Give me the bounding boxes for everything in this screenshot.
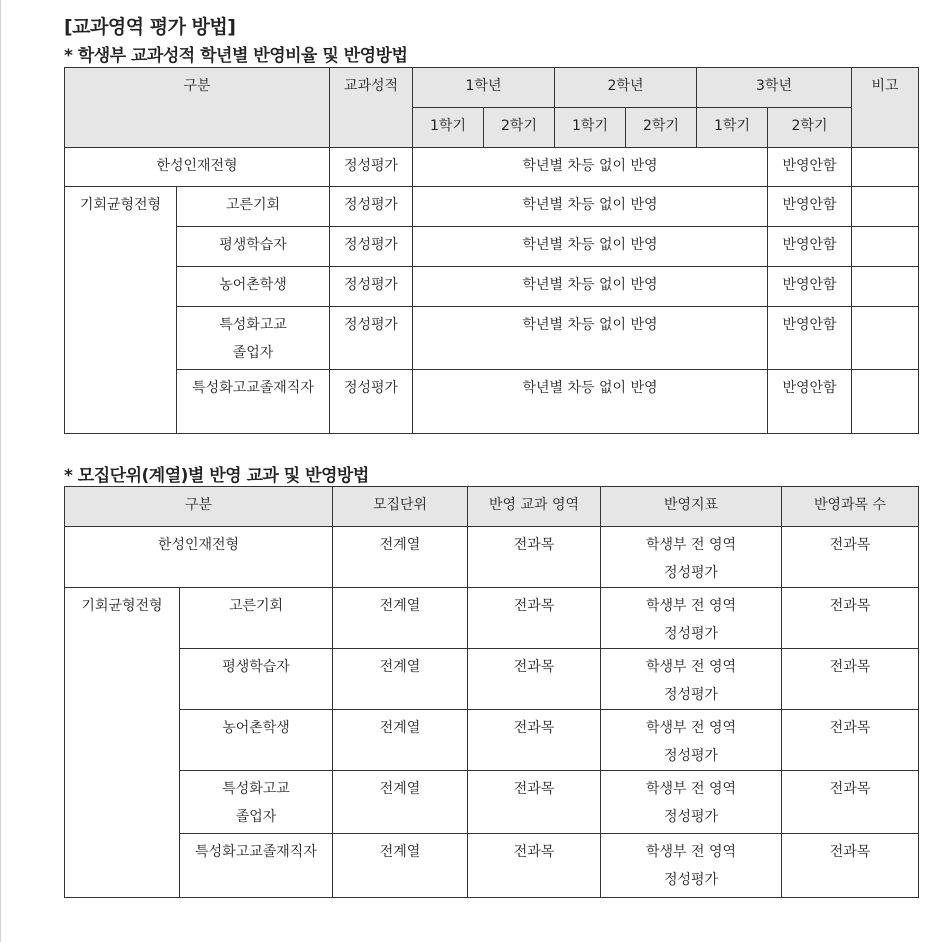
- reflection-index: [601, 834, 782, 898]
- reflection-index: [601, 527, 782, 588]
- admission-subtype: [177, 307, 330, 370]
- recruit-unit: 전계열: [333, 834, 468, 898]
- admission-subtype: 농어촌학생: [177, 267, 330, 307]
- subject-area: 전과목: [468, 771, 601, 834]
- subtype-line1: 특성화고교: [222, 781, 290, 797]
- admission-subtype: 평생학습자: [177, 227, 330, 267]
- reflection-index: [601, 710, 782, 771]
- header-semester: 1학기: [697, 108, 768, 148]
- recruit-unit: 전계열: [333, 527, 468, 588]
- header-unit: 모집단위: [333, 487, 468, 527]
- subject-area: 전과목: [468, 588, 601, 649]
- admission-type: 한성인재전형: [65, 527, 333, 588]
- note-cell: [852, 267, 919, 307]
- index-line1: 학생부 전 영역: [645, 844, 737, 860]
- admission-type: 기회균형전형: [65, 588, 180, 898]
- year3-sem2-status: 반영안함: [768, 187, 852, 227]
- reflection-method: 학년별 차등 없이 반영: [413, 227, 768, 267]
- admission-subtype: 고른기회: [177, 187, 330, 227]
- index-line1: 학생부 전 영역: [645, 720, 737, 736]
- reflection-method: 학년별 차등 없이 반영: [413, 370, 768, 434]
- year3-sem2-status: 반영안함: [768, 267, 852, 307]
- table1-title: * 학생부 교과성적 학년별 반영비율 및 반영방법: [64, 46, 408, 66]
- table-row: [65, 370, 919, 434]
- header-semester: 1학기: [555, 108, 626, 148]
- recruit-unit: 전계열: [333, 771, 468, 834]
- table-row: [65, 307, 919, 370]
- subtype-line2: 졸업자: [232, 345, 274, 361]
- reflection-index: [601, 771, 782, 834]
- note-cell: [852, 307, 919, 370]
- index-line2: 정성평가: [663, 565, 719, 581]
- subject-count: 전과목: [782, 527, 919, 588]
- header-semester: 2학기: [484, 108, 555, 148]
- grade-reflection-table: [64, 67, 919, 434]
- reflection-method: 학년별 차등 없이 반영: [413, 187, 768, 227]
- table-row: [65, 649, 919, 710]
- admission-subtype: 농어촌학생: [180, 710, 333, 771]
- header-count: 반영과목 수: [782, 487, 919, 527]
- subject-area: 전과목: [468, 527, 601, 588]
- index-line2: 정성평가: [663, 626, 719, 642]
- admission-subtype: 특성화고교졸재직자: [177, 370, 330, 434]
- table-row: [65, 187, 919, 227]
- reflection-method: 학년별 차등 없이 반영: [413, 148, 768, 187]
- eval-method: 정성평가: [330, 187, 413, 227]
- header-semester: 2학기: [768, 108, 852, 148]
- index-line1: 학생부 전 영역: [645, 598, 737, 614]
- table-row: [65, 588, 919, 649]
- reflection-index: [601, 649, 782, 710]
- year3-sem2-status: 반영안함: [768, 148, 852, 187]
- header-index: 반영지표: [601, 487, 782, 527]
- subject-count: 전과목: [782, 649, 919, 710]
- header-category: 구분: [65, 487, 333, 527]
- year3-sem2-status: 반영안함: [768, 227, 852, 267]
- note-cell: [852, 370, 919, 434]
- header-year2: 2학년: [555, 68, 697, 108]
- year3-sem2-status: 반영안함: [768, 307, 852, 370]
- table-row: [65, 710, 919, 771]
- admission-subtype: [180, 771, 333, 834]
- header-year1: 1학년: [413, 68, 555, 108]
- eval-method: 정성평가: [330, 370, 413, 434]
- left-edge-divider: [0, 0, 1, 942]
- recruit-unit: 전계열: [333, 588, 468, 649]
- table-row: [65, 527, 919, 588]
- subject-area: 전과목: [468, 834, 601, 898]
- index-line1: 학생부 전 영역: [645, 659, 737, 675]
- header-area: 반영 교과 영역: [468, 487, 601, 527]
- recruit-unit: 전계열: [333, 649, 468, 710]
- header-semester: 1학기: [413, 108, 484, 148]
- page-title: [교과영역 평가 방법]: [64, 16, 236, 38]
- admission-subtype: 특성화고교졸재직자: [180, 834, 333, 898]
- admission-type: 기회균형전형: [65, 187, 177, 434]
- eval-method: 정성평가: [330, 148, 413, 187]
- eval-method: 정성평가: [330, 267, 413, 307]
- header-year3: 3학년: [697, 68, 852, 108]
- recruit-unit: 전계열: [333, 710, 468, 771]
- index-line2: 정성평가: [663, 687, 719, 703]
- reflection-method: 학년별 차등 없이 반영: [413, 307, 768, 370]
- subject-reflection-table: [64, 486, 919, 898]
- eval-method: 정성평가: [330, 307, 413, 370]
- note-cell: [852, 187, 919, 227]
- index-line1: 학생부 전 영역: [645, 537, 737, 553]
- index-line2: 정성평가: [663, 748, 719, 764]
- admission-type: 한성인재전형: [65, 148, 330, 187]
- note-cell: [852, 148, 919, 187]
- index-line1: 학생부 전 영역: [645, 781, 737, 797]
- subject-area: 전과목: [468, 649, 601, 710]
- reflection-index: [601, 588, 782, 649]
- reflection-method: 학년별 차등 없이 반영: [413, 267, 768, 307]
- table-row: [65, 771, 919, 834]
- table2-title: * 모집단위(계열)별 반영 교과 및 반영방법: [64, 466, 369, 486]
- note-cell: [852, 227, 919, 267]
- subtype-line1: 특성화고교: [219, 317, 287, 333]
- index-line2: 정성평가: [663, 809, 719, 825]
- subject-count: 전과목: [782, 834, 919, 898]
- admission-subtype: 고른기회: [180, 588, 333, 649]
- header-category: 구분: [65, 68, 330, 148]
- subject-count: 전과목: [782, 710, 919, 771]
- subject-count: 전과목: [782, 771, 919, 834]
- subtype-line2: 졸업자: [235, 809, 277, 825]
- index-line2: 정성평가: [663, 872, 719, 888]
- table-row: [65, 148, 919, 187]
- table-row: [65, 227, 919, 267]
- subject-count: 전과목: [782, 588, 919, 649]
- header-note: 비고: [852, 68, 919, 148]
- admission-subtype: 평생학습자: [180, 649, 333, 710]
- year3-sem2-status: 반영안함: [768, 370, 852, 434]
- table-row: [65, 267, 919, 307]
- table-row: [65, 834, 919, 898]
- header-semester: 2학기: [626, 108, 697, 148]
- eval-method: 정성평가: [330, 227, 413, 267]
- subject-area: 전과목: [468, 710, 601, 771]
- header-grade-eval: 교과성적: [330, 68, 413, 148]
